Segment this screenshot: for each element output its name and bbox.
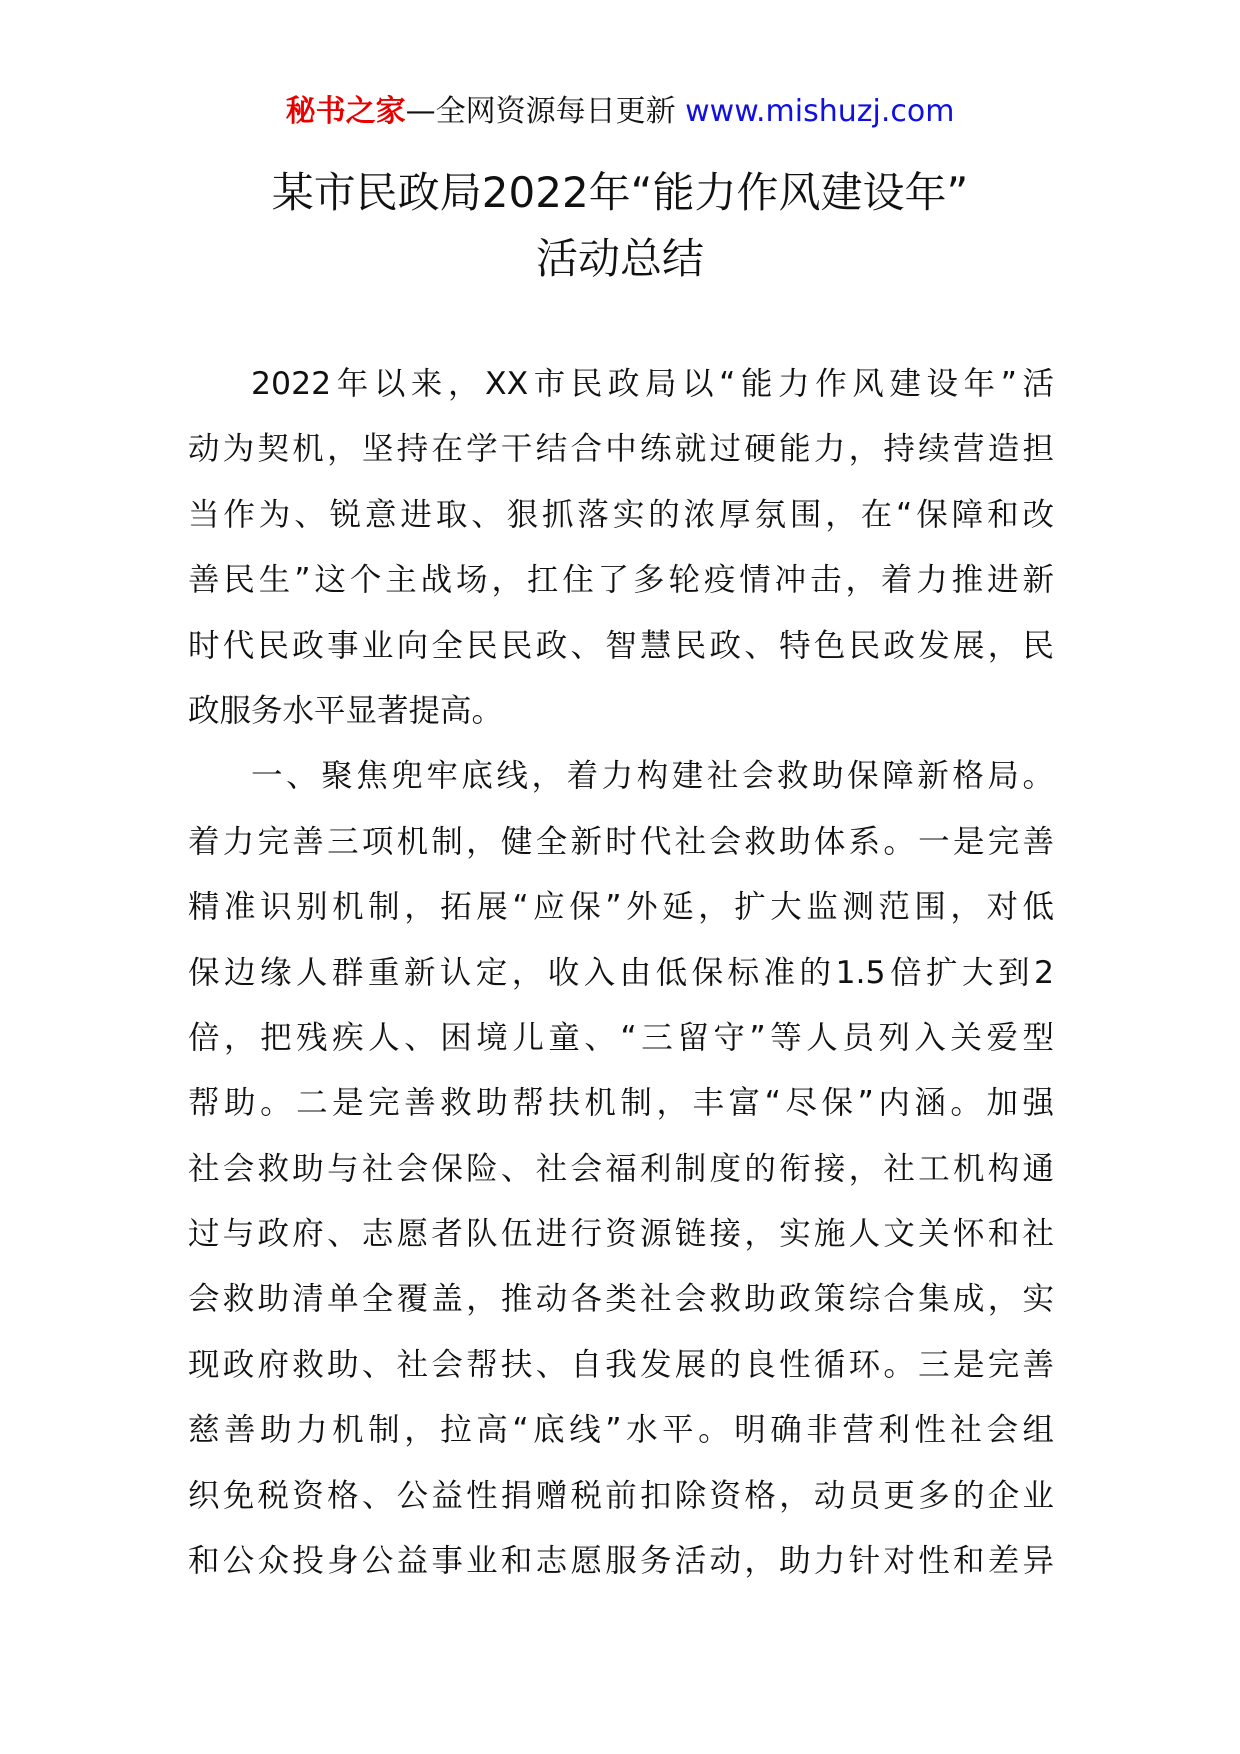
body-line: 社会救助与社会保险、社会福利制度的衔接，社工机构通: [188, 1150, 1054, 1187]
body-line: 倍，把残疾人、困境儿童、“三留守”等人员列入关爱型: [188, 1019, 1054, 1056]
document-title: [0, 160, 1240, 292]
body-line: 政服务水平显著提高。: [188, 692, 504, 729]
section-heading: 一、聚焦兜牢底线，着力构建社会救助保障新格局。: [251, 758, 1054, 795]
body-line: 会救助清单全覆盖，推动各类社会救助政策综合集成，实: [188, 1281, 1054, 1318]
body-line: 善民生”这个主战场，扛住了多轮疫情冲击，着力推进新: [188, 562, 1054, 599]
body-line: 精准识别机制，拓展“应保”外延，扩大监测范围，对低: [188, 889, 1054, 926]
body-line: 当作为、锐意进取、狠抓落实的浓厚氛围，在“保障和改: [188, 496, 1054, 533]
body-line: 慈善助力机制，拉高“底线”水平。明确非营利性社会组: [188, 1412, 1054, 1449]
header-tagline: —全网资源每日更新: [405, 94, 676, 129]
body-line: 织免税资格、公益性捐赠税前扣除资格，动员更多的企业: [188, 1477, 1054, 1514]
document-body: [188, 352, 1054, 1594]
body-line: 和公众投身公益事业和志愿服务活动，助力针对性和差异: [188, 1543, 1054, 1580]
body-line: 着力完善三项机制，健全新时代社会救助体系。一是完善: [188, 823, 1054, 860]
body-line: 保边缘人群重新认定，收入由低保标准的1.5倍扩大到2: [188, 954, 1054, 991]
body-line: 2022年以来，XX市民政局以“能力作风建设年”活: [251, 366, 1054, 402]
title-line-2: 活动总结: [535, 234, 704, 283]
body-line: 过与政府、志愿者队伍进行资源链接，实施人文关怀和社: [188, 1216, 1054, 1253]
body-line: 动为契机，坚持在学干结合中练就过硬能力，持续营造担: [188, 431, 1054, 468]
body-line: 帮助。二是完善救助帮扶机制，丰富“尽保”内涵。加强: [188, 1085, 1054, 1122]
title-line-1: 某市民政局2022年“能力作风建设年”: [271, 168, 969, 217]
site-url-link[interactable]: www.mishuzj.com: [685, 94, 955, 129]
body-line: 时代民政事业向全民民政、智慧民政、特色民政发展，民: [188, 627, 1054, 664]
site-header: [0, 92, 1240, 132]
body-line: 现政府救助、社会帮扶、自我发展的良性循环。三是完善: [188, 1346, 1054, 1383]
brand-name: 秘书之家: [285, 94, 406, 129]
